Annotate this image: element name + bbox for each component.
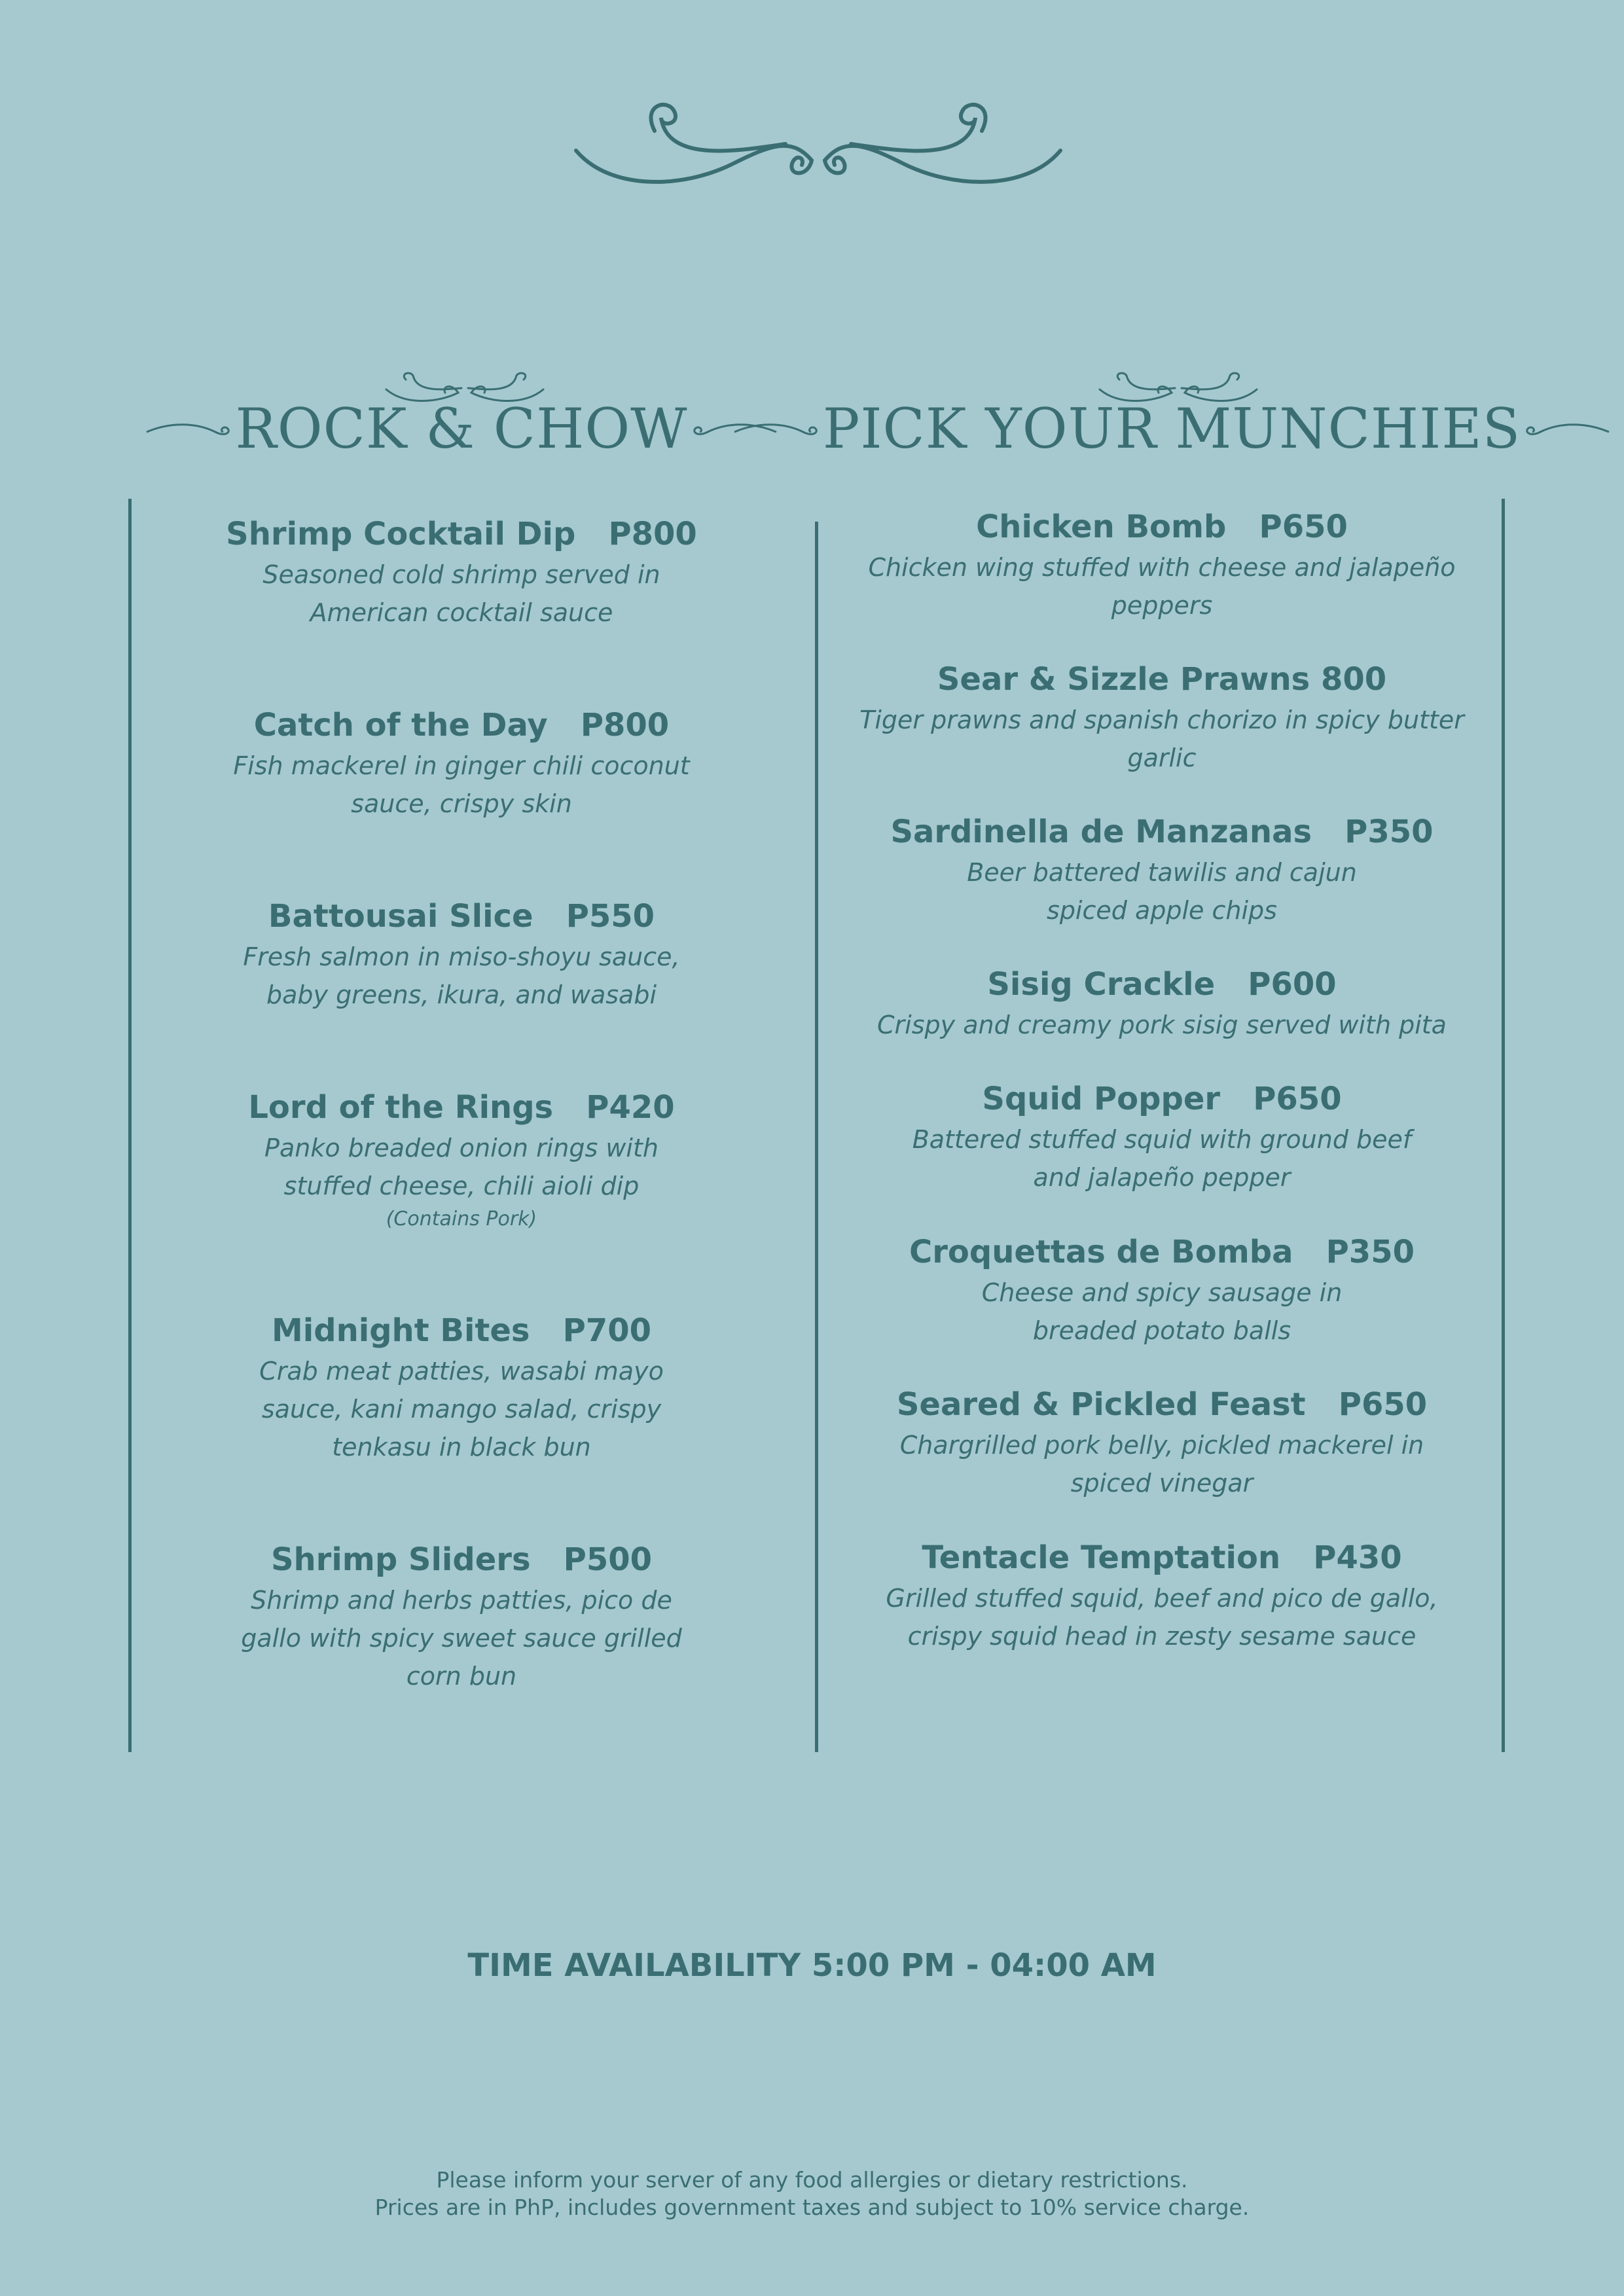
menu-item-description: Crispy and creamy pork sisig served with pita — [877, 1011, 1447, 1039]
menu-item-title: Battousai Slice P550 — [268, 898, 655, 935]
menu-item — [157, 1538, 766, 1695]
menu-item-description: Battered stuffed squid with ground beef and jalapeño pepper — [912, 1125, 1412, 1192]
menu-item-description: Cheese and spicy sausage in breaded potato balls — [981, 1278, 1343, 1345]
section-title-text: ROCK & CHOW — [235, 397, 688, 461]
menu-item — [157, 1309, 766, 1466]
menu-item-title: Midnight Bites P700 — [271, 1312, 651, 1349]
menu-item — [838, 505, 1486, 624]
menu-item-title: Seared & Pickled Feast P650 — [896, 1386, 1428, 1423]
section-title-text: PICK YOUR MUNCHIES — [822, 397, 1521, 461]
menu-item-description: Shrimp and herbs patties, pico de gallo with spicy sweet sauce grilled corn bun — [241, 1586, 682, 1691]
menu-item-description: Chicken wing stuffed with cheese and jalapeño peppers — [868, 553, 1456, 620]
left-border-line — [128, 499, 132, 1752]
menu-item-description: Beer battered tawilis and cajun spiced apple chips — [967, 858, 1357, 925]
menu-item-title: Shrimp Cocktail Dip P800 — [226, 516, 697, 552]
right-flourish-icon — [1521, 412, 1612, 445]
menu-item-note: (Contains Pork) — [386, 1208, 537, 1230]
center-divider-line — [815, 522, 818, 1752]
menu-item — [157, 895, 766, 1014]
footer-notice — [0, 2166, 1624, 2221]
menu-item-title: Sear & Sizzle Prawns 800 — [937, 661, 1387, 698]
menu-item — [838, 1077, 1486, 1196]
menu-item-title: Sisig Crackle P600 — [987, 966, 1337, 1003]
menu-item-title: Chicken Bomb P650 — [976, 509, 1348, 545]
menu-item — [838, 810, 1486, 929]
menu-item-description: Fresh salmon in miso-shoyu sauce, baby greens, ikura, and wasabi — [243, 942, 680, 1009]
menu-item-title: Squid Popper P650 — [982, 1081, 1342, 1117]
time-availability: TIME AVAILABILITY 5:00 PM - 04:00 AM — [467, 1947, 1157, 1984]
menu-item — [157, 512, 766, 632]
menu-item-description: Chargrilled pork belly, pickled mackerel in spiced vinegar — [899, 1431, 1424, 1498]
menu-item-description: Grilled stuffed squid, beef and pico de gallo, crispy squid head in zesty sesame sauce — [886, 1584, 1438, 1651]
menu-item-title: Catch of the Day P800 — [253, 707, 670, 744]
menu-item — [838, 1536, 1486, 1655]
menu-item — [157, 704, 766, 823]
menu-item-title: Shrimp Sliders P500 — [270, 1541, 653, 1578]
menu-item-description: Tiger prawns and spanish chorizo in spicy butter garlic — [859, 706, 1464, 772]
menu-item — [157, 1086, 766, 1234]
menu-item — [838, 1383, 1486, 1502]
menu-item-title: Lord of the Rings P420 — [248, 1089, 675, 1126]
menu-item — [838, 1230, 1486, 1350]
menu-item-title: Tentacle Temptation P430 — [922, 1539, 1402, 1576]
menu-item-title: Croquettas de Bomba P350 — [909, 1234, 1415, 1270]
menu-item-description: Fish mackerel in ginger chili coconut sauce, crispy skin — [233, 751, 690, 818]
menu-item-description: Seasoned cold shrimp served in American cocktail sauce — [262, 560, 660, 627]
allergy-notice: Please inform your server of any food allergies or dietary restrictions. — [436, 2167, 1188, 2193]
pricing-notice: Prices are in PhP, includes government taxes and subject to 10% service charge. — [374, 2195, 1250, 2220]
right-border-line — [1502, 499, 1505, 1752]
menu-item — [838, 963, 1486, 1044]
menu-item — [838, 658, 1486, 777]
menu-item-description: Crab meat patties, wasabi mayo sauce, kani mango salad, crispy tenkasu in black bun — [259, 1357, 664, 1462]
menu-item-description: Panko breaded onion rings with stuffed cheese, chili aioli dip — [264, 1134, 659, 1200]
menu-item-title: Sardinella de Manzanas P350 — [890, 814, 1434, 850]
